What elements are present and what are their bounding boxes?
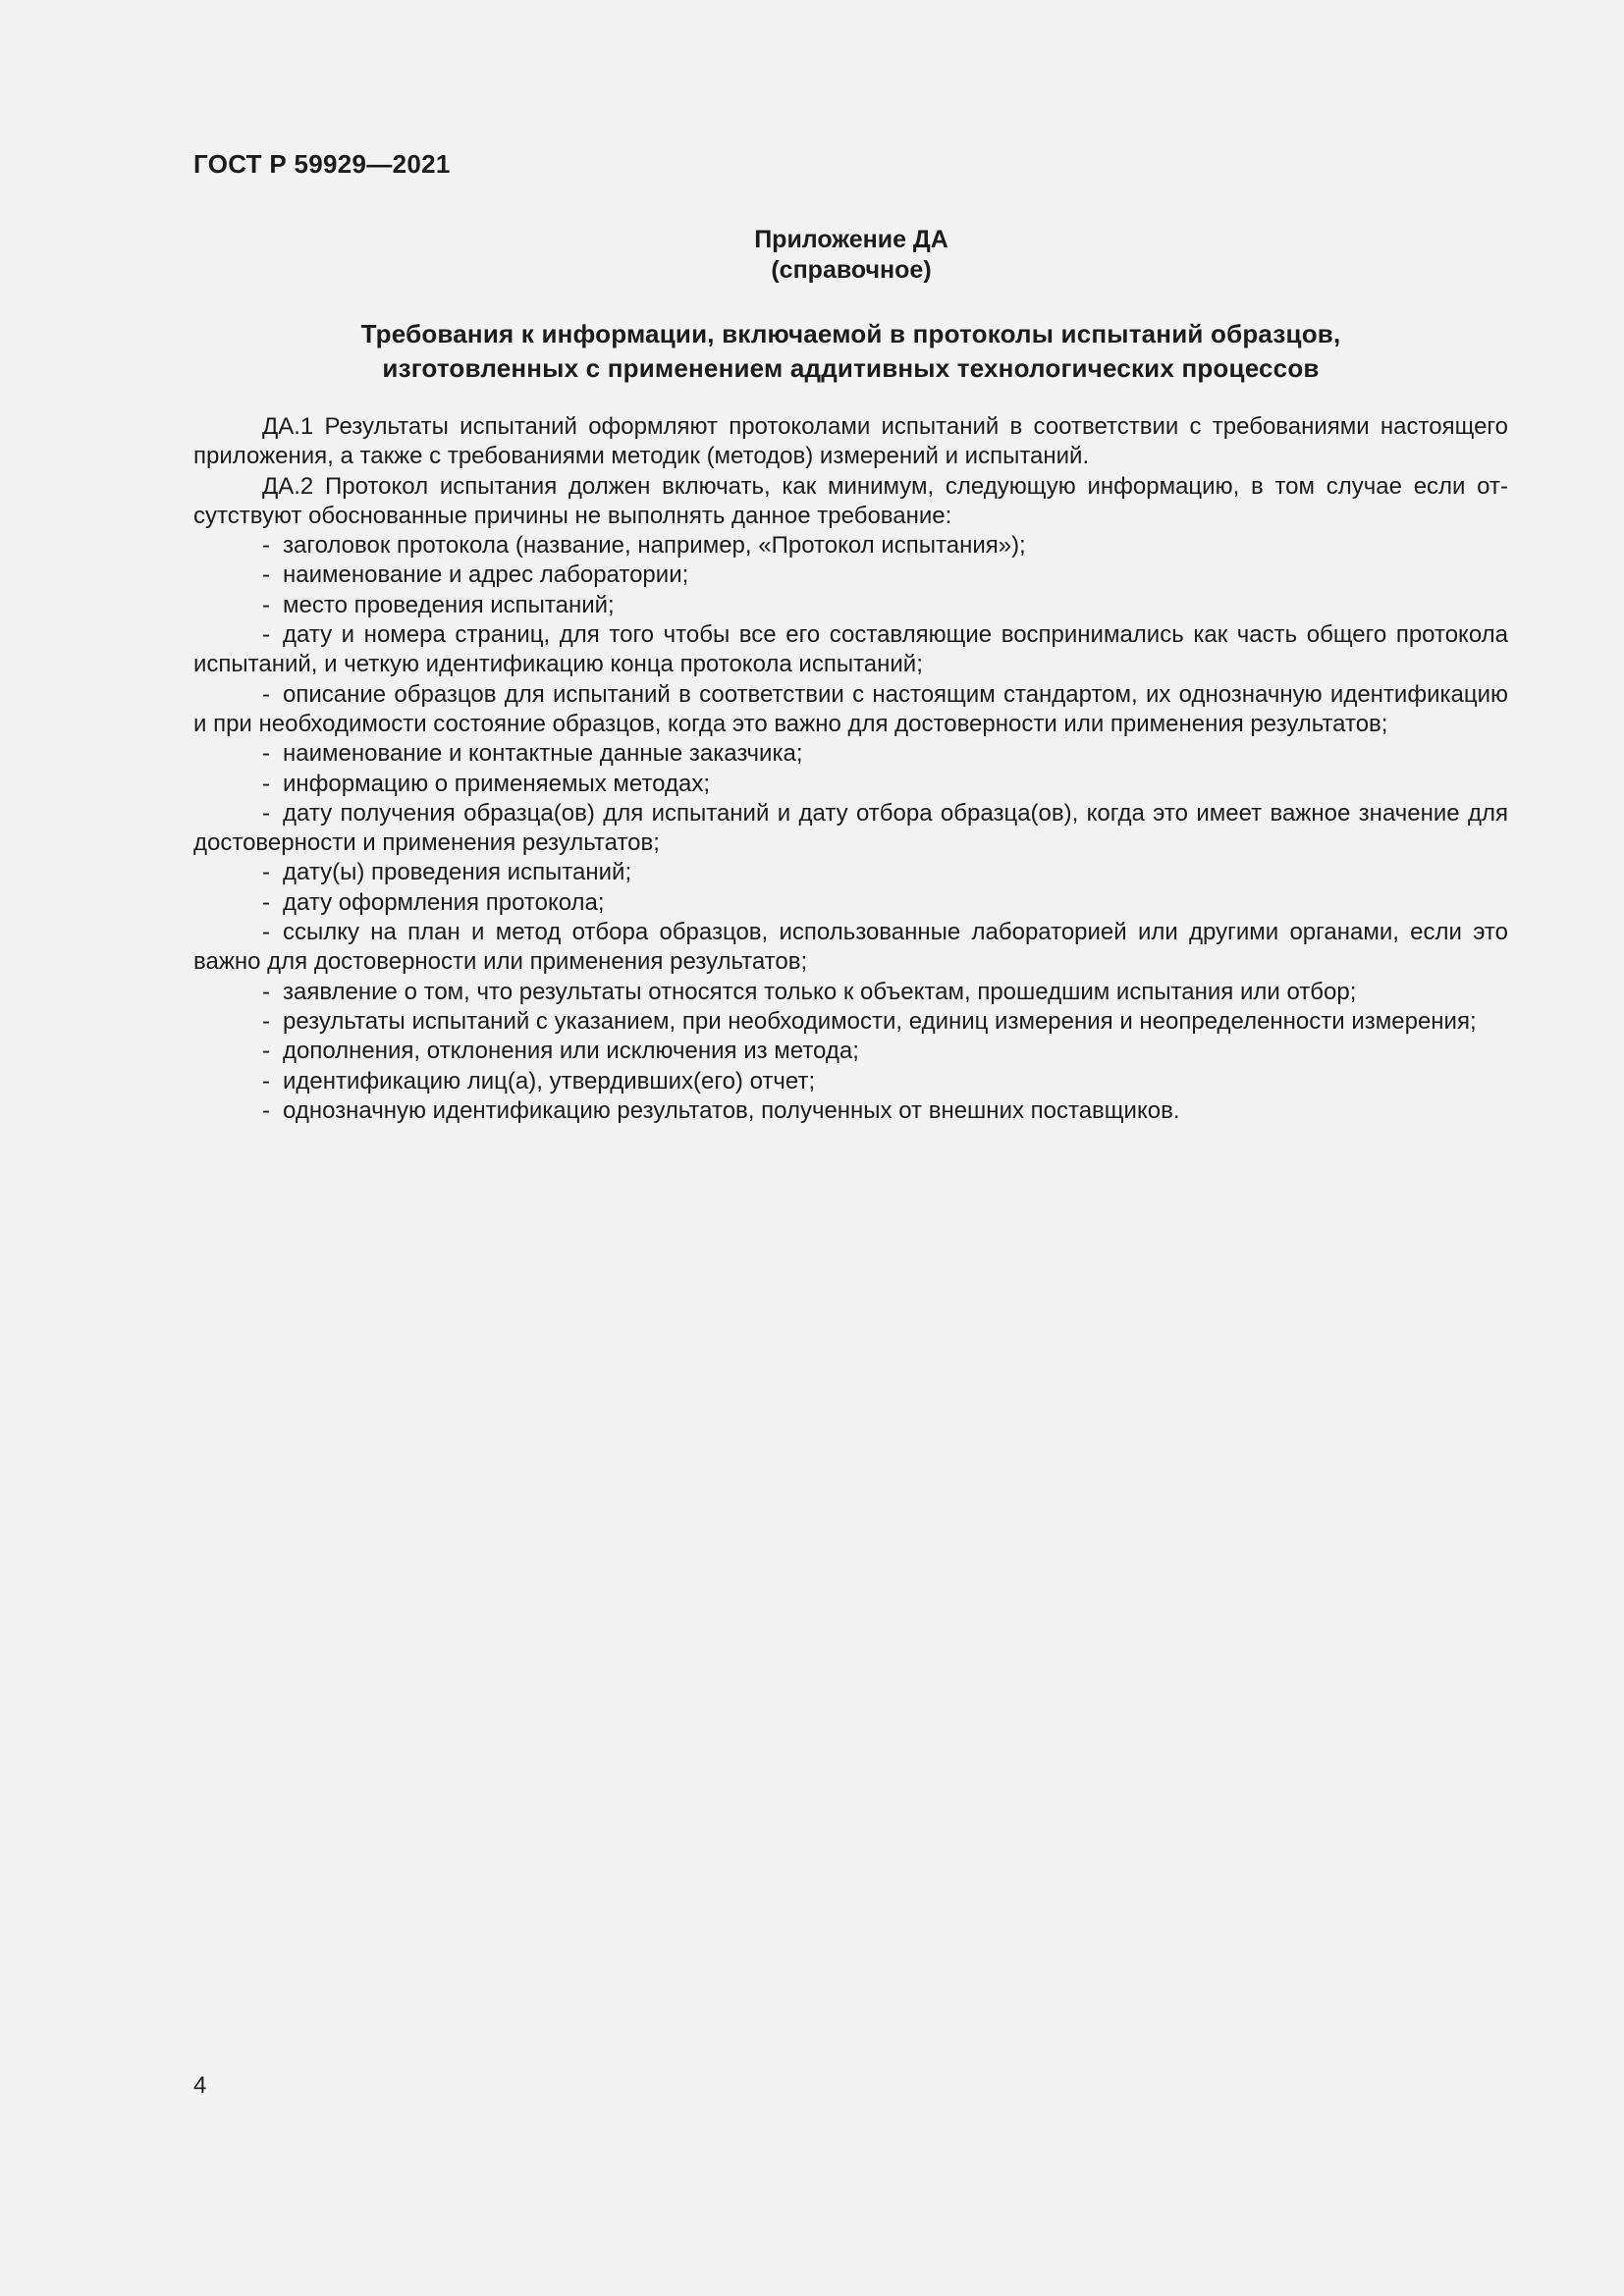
list-item-text: наименование и адрес лаборатории; [283,561,689,589]
list-dash: - [262,859,270,886]
list-item [193,1007,1508,1037]
list-item [193,680,1508,740]
list-item-text: идентификацию лиц(а), утвердивших(его) отчет; [283,1067,816,1095]
list-dash: - [262,532,270,560]
list-dash: - [262,1067,270,1095]
list-item [193,561,1508,590]
appendix-label: Приложение ДА [754,226,948,253]
list-item-text: дату оформления протокола; [283,888,605,916]
document-code: ГОСТ Р 59929—2021 [193,149,451,179]
list-dash: - [262,561,270,589]
list-item-text: результаты испытаний с указанием, при необходимости, единиц измерения и неопределенности измерения; [283,1007,1477,1035]
list-item-text: однозначную идентификацию результатов, полученных от внешних поставщиков. [283,1096,1180,1124]
list-item [193,591,1508,620]
list-item [193,888,1508,918]
list-item [193,799,1508,859]
list-item-text: дополнения, отклонения или исключения из метода; [283,1038,859,1065]
list-item-text: заголовок протокола (название, например, «Протокол испытания»); [283,532,1026,560]
page-number: 4 [193,2072,207,2099]
list-dash: - [262,919,270,946]
list-dash: - [262,799,270,827]
list-dash: - [262,888,270,916]
paragraph-da2: ДА.2 Протокол испытания должен включать, как минимум, следующую информацию, в том случае если отсутствуют обоснованные причины не выполнять данное требование: [193,472,1508,529]
list-item-text: наименование и контактные данные заказчика; [283,740,803,768]
list-dash: - [262,1096,270,1124]
list-dash: - [262,740,270,768]
list-dash: - [262,680,270,708]
list-item [193,978,1508,1007]
list-item-text: дату(ы) проведения испытаний; [283,859,632,886]
section-title [193,317,1508,386]
list-dash: - [262,591,270,618]
list-item-text: описание образцов для испытаний в соответствии с настоящим стандартом, их однозначную идентификацию и при необходимости состояние образцов, когда это важно для достоверности или применения результатов; [193,680,1508,737]
requirements-list [193,531,1508,1126]
list-item-text: заявление о том, что результаты относятся только к объектам, прошедшим испытания или отбор; [283,978,1357,1005]
list-item [193,1096,1508,1126]
list-item [193,531,1508,561]
list-item-text: ссылку на план и метод отбора образцов, использованные лабораторией или другими органами, если это важно для достоверности или применения результатов; [193,919,1508,976]
list-item-text: дату и номера страниц, для того чтобы все его составляющие воспринимались как часть общего протокола испытаний, и четкую идентификацию конца протокола испытаний; [193,621,1508,678]
list-dash: - [262,978,270,1005]
list-item [193,620,1508,680]
list-item [193,770,1508,799]
list-item [193,858,1508,887]
list-dash: - [262,770,270,797]
list-item-text: информацию о применяемых методах; [283,770,711,797]
list-dash: - [262,621,270,649]
list-item [193,1037,1508,1066]
section-title-line-2: изготовленных с применением аддитивных технологических процессов [382,353,1320,383]
list-item [193,1067,1508,1096]
list-dash: - [262,1038,270,1065]
document-body [193,412,1508,1126]
list-item [193,739,1508,769]
list-item [193,918,1508,978]
list-item-text: дату получения образца(ов) для испытаний и дату отбора образца(ов), когда это имеет важное значение для достоверности и применения результатов; [193,799,1508,857]
appendix-kind: (справочное) [771,256,932,284]
paragraph-da1: ДА.1 Результаты испытаний оформляют протоколами испытаний в соответствии с требованиями настоящего приложения, а также с требованиями методик (методов) измерений и испытаний. [193,413,1508,470]
section-title-line-1: Требования к информации, включаемой в протоколы испытаний образцов, [360,319,1341,348]
list-dash: - [262,1007,270,1035]
list-item-text: место проведения испытаний; [283,591,615,618]
